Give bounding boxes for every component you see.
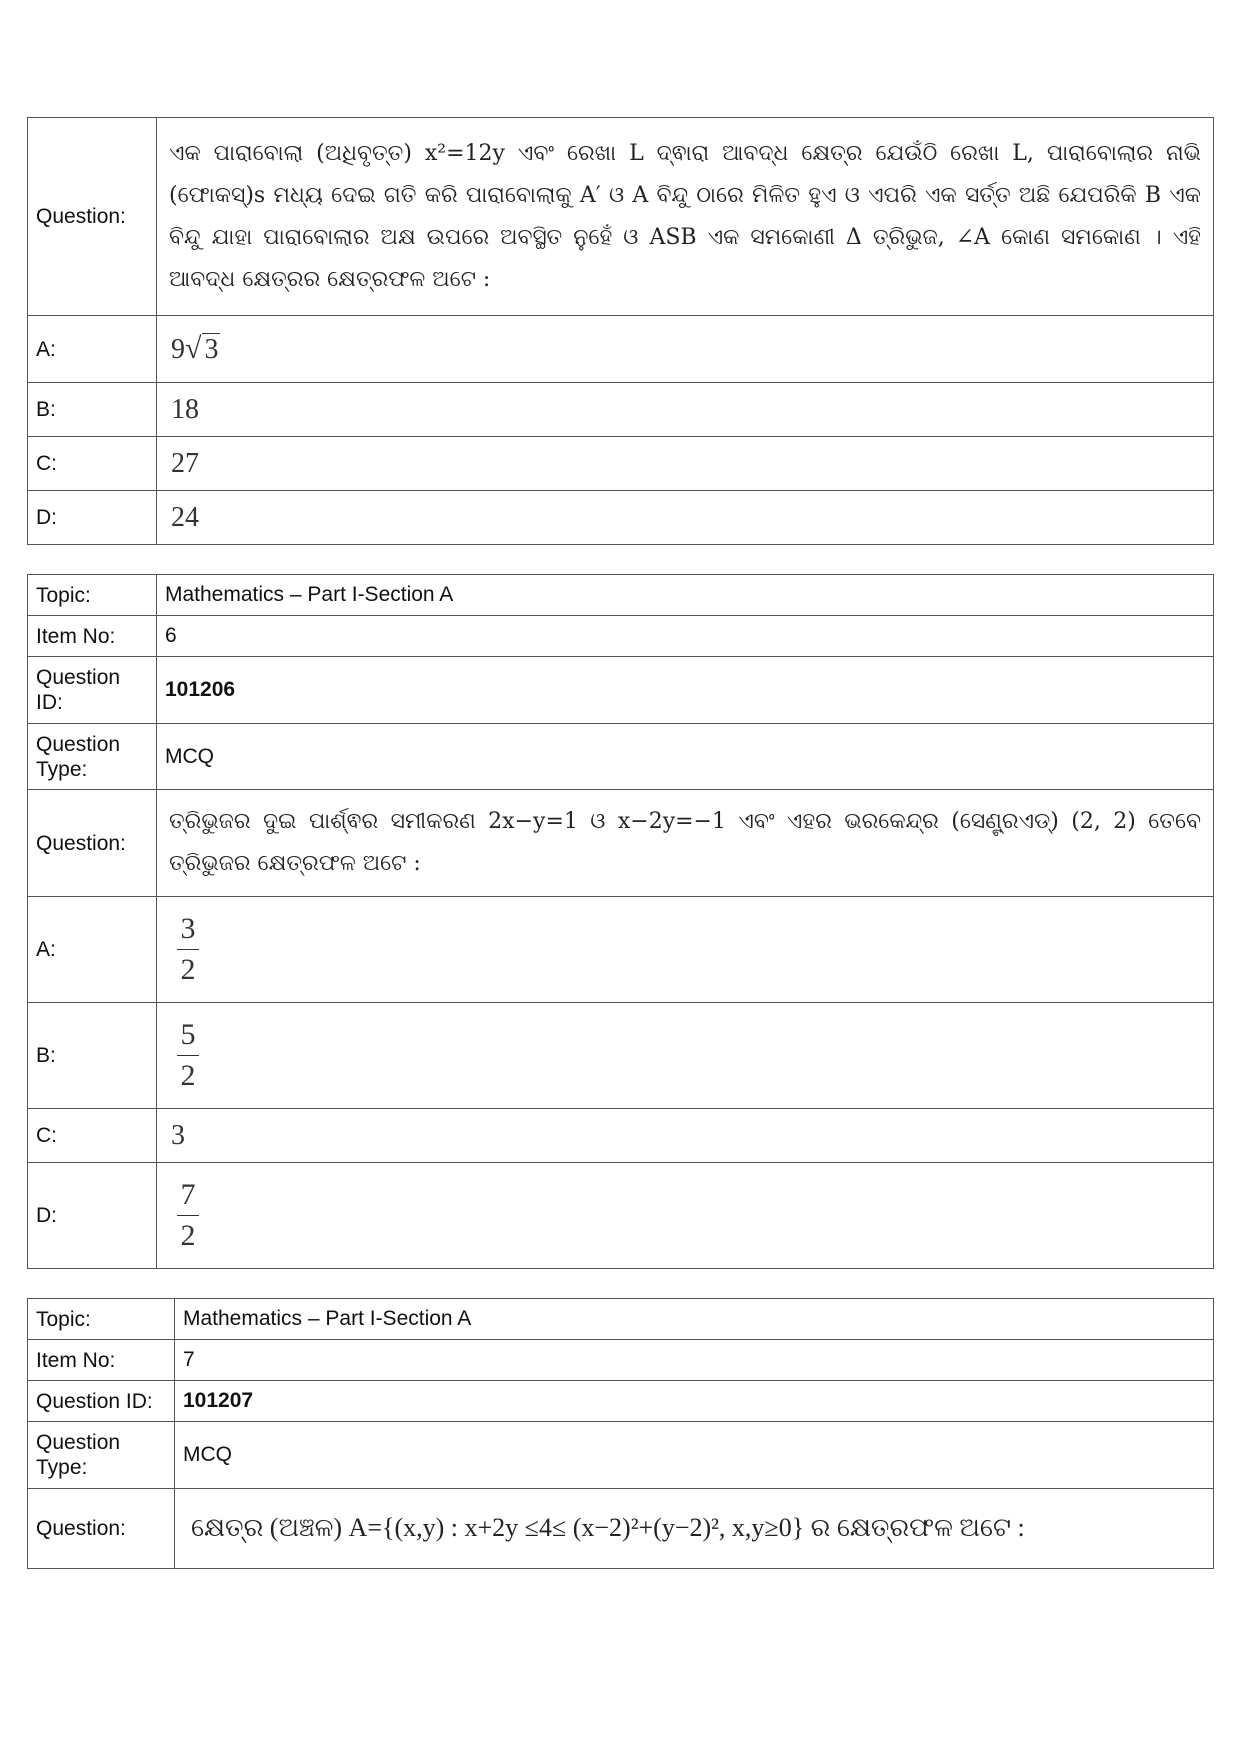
fraction-bar — [177, 1215, 199, 1216]
item-no-value: 6 — [157, 616, 1214, 657]
question-cell — [157, 790, 1214, 897]
option-d-value: 24 — [171, 501, 199, 533]
option-a-numerator: 3 — [180, 912, 196, 945]
option-b-label: B: — [28, 383, 157, 437]
option-d-denominator: 2 — [180, 1219, 196, 1252]
option-b-denominator: 2 — [180, 1059, 196, 1092]
topic-label: Topic: — [28, 1299, 175, 1340]
topic-label: Topic: — [28, 575, 157, 616]
question-label: Question: — [28, 790, 157, 897]
question-text: କ୍ଷେତ୍ର (ଅଞ୍ଚଳ) A={(x,y) : x+2y ≤4≤ (x−2)²+(y−2)², x,y≥0} ର କ୍ଷେତ୍ରଫଳ ଅଟେ : — [191, 1513, 1025, 1542]
fraction-bar — [177, 949, 199, 950]
question-type-label: Question Type: — [28, 1422, 175, 1489]
option-b-numerator: 5 — [180, 1018, 196, 1051]
question-id-value: 101207 — [175, 1381, 1214, 1422]
question-table-2 — [27, 574, 1214, 1269]
radical-sign: √ — [185, 332, 202, 365]
option-a-cell — [157, 897, 1214, 1003]
option-a-value — [165, 334, 220, 365]
item-no-value: 7 — [175, 1340, 1214, 1381]
topic-value: Mathematics – Part I-Section A — [157, 575, 1214, 616]
question-table-1 — [27, 117, 1214, 545]
question-type-value: MCQ — [175, 1422, 1214, 1489]
option-d-cell — [157, 1163, 1214, 1269]
item-no-label: Item No: — [28, 1340, 175, 1381]
question-cell — [175, 1489, 1214, 1569]
option-d-fraction — [177, 1177, 199, 1254]
question-cell — [157, 118, 1214, 316]
option-c-label: C: — [28, 437, 157, 491]
option-b-label: B: — [28, 1003, 157, 1109]
option-b-cell — [157, 383, 1214, 437]
question-id-label: Question ID: — [28, 657, 157, 724]
question-text: ଏକ ପାରାବୋଲା (ଅଧିବୃତ୍ତ) x²=12y ଏବଂ ରେଖା L ଦ୍ଵାରା ଆବଦ୍ଧ କ୍ଷେତ୍ର ଯେଉଁଠି ରେଖା L, ପାରାବୋଲାର ନାଭି (ଫୋକସ୍)s ମଧ୍ୟ ଦେଇ ଗତି କରି ପାରାବୋଲାକୁ A′ ଓ A ବିନ୍ଦୁ ଠାରେ ମିଳିତ ହୁଏ ଓ ଏପରି ଏକ ସର୍ତ୍ତ ଅଛି ଯେପରିକି B ଏକ ବିନ୍ଦୁ ଯାହା ପାରାବୋଲାର ଅକ୍ଷ ଉପରେ ଅବସ୍ଥିତ ନୁହେଁ ଓ ASB ଏକ ସମକୋଣୀ Δ ତ୍ରିଭୁଜ, ∠A କୋଣ ସମକୋଣ । ଏହି ଆବଦ୍ଧ କ୍ଷେତ୍ରର କ୍ଷେତ୍ରଫଳ ଅଟେ : — [169, 140, 1201, 292]
question-label: Question: — [28, 1489, 175, 1569]
option-a-denominator: 2 — [180, 953, 196, 986]
item-no-label: Item No: — [28, 616, 157, 657]
option-d-label: D: — [28, 491, 157, 545]
question-label: Question: — [28, 118, 157, 316]
question-type-value: MCQ — [157, 724, 1214, 790]
option-a-label: A: — [28, 316, 157, 383]
question-table-3 — [27, 1298, 1214, 1569]
option-b-fraction — [177, 1017, 199, 1094]
option-a-label: A: — [28, 897, 157, 1003]
option-a-cell — [157, 316, 1214, 383]
option-b-value: 18 — [171, 393, 199, 425]
option-c-label: C: — [28, 1109, 157, 1163]
option-a-fraction — [177, 911, 199, 988]
topic-value: Mathematics – Part I-Section A — [175, 1299, 1214, 1340]
option-c-cell — [157, 1109, 1214, 1163]
option-d-numerator: 7 — [180, 1178, 196, 1211]
option-c-value: 27 — [171, 447, 199, 479]
question-id-value: 101206 — [157, 657, 1214, 724]
option-c-value: 3 — [171, 1119, 185, 1151]
option-b-cell — [157, 1003, 1214, 1109]
option-c-cell — [157, 437, 1214, 491]
fraction-bar — [177, 1055, 199, 1056]
question-text: ତ୍ରିଭୁଜର ଦୁଇ ପାର୍ଶ୍ଵର ସମୀକରଣ 2x−y=1 ଓ x−2y=−1 ଏବଂ ଏହର ଭରକେନ୍ଦ୍ର (ସେଣ୍ଟ୍ରଏଡ୍) (2, 2) ତେବେ ତ୍ରିଭୁଜର କ୍ଷେତ୍ରଫଳ ଅଟେ : — [169, 809, 1201, 876]
option-a-coefficient: 9 — [171, 334, 185, 365]
option-d-label: D: — [28, 1163, 157, 1269]
option-d-cell — [157, 491, 1214, 545]
option-a-radicand: 3 — [204, 334, 219, 365]
question-id-label: Question ID: — [28, 1381, 175, 1422]
question-type-label: Question Type: — [28, 724, 157, 790]
